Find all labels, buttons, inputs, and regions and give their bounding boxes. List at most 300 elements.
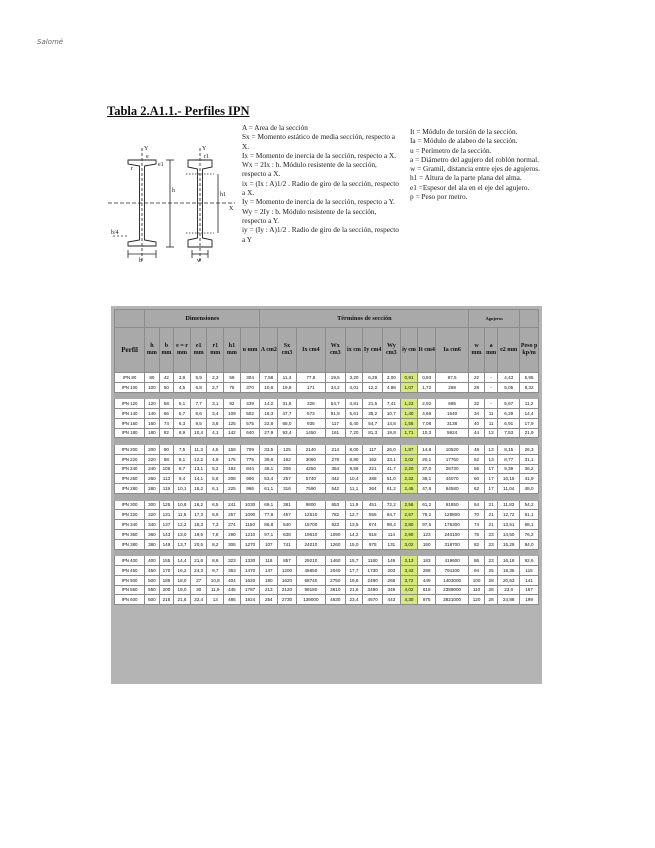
value-cell: 27,0 — [418, 464, 436, 474]
column-header: Iy cm4 — [363, 328, 383, 373]
value-cell: 10,8 — [207, 575, 224, 585]
value-cell: 60 — [469, 474, 485, 484]
value-cell: 42 — [159, 373, 174, 383]
value-cell: 110 — [469, 585, 485, 595]
value-cell: 13 — [484, 444, 498, 454]
value-cell: 782 — [325, 510, 345, 520]
separator-cell — [115, 549, 539, 556]
value-cell: 203 — [383, 565, 401, 575]
value-cell: 442 — [325, 474, 345, 484]
legend-item: e1 =Espesor del ala en el eje del agujero. — [410, 182, 530, 192]
value-cell: 23 — [484, 529, 498, 539]
value-cell: 1200 — [278, 565, 297, 575]
value-cell: 9,5 — [190, 418, 207, 428]
group-separator — [115, 438, 539, 445]
value-cell: 4,1 — [207, 428, 224, 438]
value-cell: 450 — [145, 565, 160, 575]
value-cell: 268 — [383, 575, 401, 585]
value-cell: 97,1 — [260, 529, 278, 539]
value-cell: 10,4 — [345, 474, 363, 484]
column-header: Peso p kp/m — [520, 328, 539, 373]
value-cell: 966 — [240, 484, 260, 494]
value-cell: 81,9 — [325, 408, 345, 418]
value-cell: 94 — [469, 565, 485, 575]
value-cell: 11,04 — [498, 484, 520, 494]
value-cell: 54,7 — [325, 399, 345, 409]
value-cell: 1160 — [363, 556, 383, 566]
value-cell: 9,7 — [207, 565, 224, 575]
profile-cell: IPN 240 — [115, 464, 145, 474]
value-cell: 69,1 — [260, 500, 278, 510]
value-cell: 61,2 — [418, 500, 436, 510]
value-cell: 41,7 — [383, 464, 401, 474]
value-cell: 290 — [224, 529, 241, 539]
value-cell: 16,18 — [498, 556, 520, 566]
value-cell: 3138 — [436, 418, 469, 428]
table-row — [115, 444, 539, 454]
value-cell: 78,2 — [418, 510, 436, 520]
value-cell: 175 — [224, 454, 241, 464]
value-cell: 11,9 — [345, 500, 363, 510]
column-header: Sx cm3 — [278, 328, 297, 373]
value-cell: 46,1 — [260, 464, 278, 474]
header-spacer — [520, 310, 539, 328]
value-cell: 34 — [469, 408, 485, 418]
value-cell: 906 — [240, 474, 260, 484]
table-row — [115, 418, 539, 428]
value-cell: 1924 — [240, 595, 260, 605]
value-cell: 4,5 — [207, 444, 224, 454]
value-cell: 80 — [145, 373, 160, 383]
legend-left — [242, 123, 400, 244]
value-cell: 573 — [296, 408, 325, 418]
column-header: u mm — [240, 328, 260, 373]
value-cell: 349 — [383, 585, 401, 595]
value-cell: 31,8 — [278, 399, 297, 409]
value-cell: 120 — [469, 595, 485, 605]
value-cell: 1,72 — [418, 382, 436, 392]
value-cell: 18,3 — [260, 408, 278, 418]
value-cell: 3,1 — [207, 399, 224, 409]
group-header-row — [115, 310, 539, 328]
value-cell: 1460 — [325, 556, 345, 566]
value-cell: 7,41 — [383, 399, 401, 409]
h1-label: h1 — [220, 192, 226, 198]
value-cell: 120 — [145, 399, 160, 409]
value-cell: 542 — [325, 484, 345, 494]
column-header: a mm — [484, 328, 498, 373]
value-cell: 2,7 — [207, 382, 224, 392]
value-cell: 2140 — [296, 444, 325, 454]
value-cell: 12,72 — [498, 510, 520, 520]
handwritten-name: Salomé — [37, 38, 64, 46]
value-cell: 48 — [469, 444, 485, 454]
b4-label: b/4 — [111, 230, 119, 236]
value-cell: 72,2 — [383, 500, 401, 510]
value-cell: 10,3 — [418, 428, 436, 438]
value-cell: 225 — [224, 484, 241, 494]
value-cell: 22,8 — [260, 418, 278, 428]
value-cell: 26,3 — [520, 444, 539, 454]
value-cell: 2389000 — [436, 585, 469, 595]
value-cell: 19,9 — [278, 382, 297, 392]
table-row — [115, 408, 539, 418]
value-cell: 17 — [484, 484, 498, 494]
value-cell: 117 — [363, 444, 383, 454]
value-cell: 1,07 — [400, 382, 418, 392]
value-cell: 84,0 — [520, 539, 539, 549]
value-cell: 161 — [325, 428, 345, 438]
value-cell: 364 — [363, 484, 383, 494]
value-cell: 741 — [278, 539, 297, 549]
value-cell: 66 — [159, 408, 174, 418]
value-cell: 1030 — [240, 500, 260, 510]
value-cell: 875 — [418, 595, 436, 605]
value-cell: 36,1 — [418, 474, 436, 484]
value-cell: 77,8 — [260, 510, 278, 520]
value-cell: 31,1 — [520, 454, 539, 464]
value-cell: 76 — [469, 529, 485, 539]
value-cell: 485 — [224, 595, 241, 605]
value-cell: 7,08 — [418, 418, 436, 428]
value-cell: 137 — [159, 520, 174, 530]
value-cell: 26,0 — [383, 444, 401, 454]
value-cell: 162 — [363, 454, 383, 464]
value-cell: 1260 — [325, 539, 345, 549]
column-header: Ia cm6 — [436, 328, 469, 373]
value-cell: 90 — [159, 444, 174, 454]
value-cell: 6,29 — [498, 408, 520, 418]
value-cell: 128800 — [436, 510, 469, 520]
page-title: Tabla 2.A1.1.- Perfiles IPN — [107, 104, 250, 118]
legend-item: Wy = 2Iy : b. Módulo resistente de la sección, respecto a Y. — [242, 206, 377, 225]
value-cell: 56 — [469, 464, 485, 474]
value-cell: 180 — [145, 428, 160, 438]
value-cell: 18,3 — [190, 520, 207, 530]
value-cell: 2,90 — [400, 529, 418, 539]
value-cell: 180 — [260, 575, 278, 585]
value-cell: 6,9 — [174, 428, 191, 438]
y-label-left: Y — [144, 146, 149, 152]
separator-cell — [115, 438, 539, 445]
value-cell: 288 — [363, 474, 383, 484]
value-cell: 76,2 — [520, 529, 539, 539]
value-cell: 844 — [240, 464, 260, 474]
value-cell: 159 — [224, 444, 241, 454]
value-cell: 3,13 — [400, 556, 418, 566]
value-cell: 185 — [159, 575, 174, 585]
value-cell: 17,7 — [345, 565, 363, 575]
value-cell: 4,81 — [345, 399, 363, 409]
value-cell: 6,5 — [207, 500, 224, 510]
value-cell: 2040 — [325, 565, 345, 575]
value-cell: 15,0 — [345, 539, 363, 549]
value-cell: 93,4 — [278, 428, 297, 438]
value-cell: 419600 — [436, 556, 469, 566]
value-cell: 1620 — [278, 575, 297, 585]
table-row — [115, 529, 539, 539]
value-cell: 857 — [278, 556, 297, 566]
value-cell: 1,87 — [400, 444, 418, 454]
table-row — [115, 500, 539, 510]
value-cell: 64 — [469, 500, 485, 510]
value-cell: 274 — [224, 520, 241, 530]
profile-cell: IPN 180 — [115, 428, 145, 438]
legend-item: A = Area de la sección — [242, 123, 308, 132]
value-cell: 123 — [418, 529, 436, 539]
profile-cell: IPN 380 — [115, 539, 145, 549]
value-cell: 11,83 — [498, 500, 520, 510]
value-cell: 1270 — [240, 539, 260, 549]
value-cell: 320 — [145, 510, 160, 520]
r1-label: r1 — [204, 154, 209, 160]
value-cell: 19,5 — [190, 529, 207, 539]
separator-cell — [115, 392, 539, 399]
value-cell: 33,5 — [260, 444, 278, 454]
value-cell: 119 — [159, 484, 174, 494]
value-cell: 9,59 — [345, 464, 363, 474]
value-cell: 54,7 — [363, 418, 383, 428]
table-row — [115, 454, 539, 464]
value-cell: 19,0 — [174, 585, 191, 595]
profile-cell: IPN 500 — [115, 575, 145, 585]
value-cell: 19,6 — [345, 575, 363, 585]
value-cell: 109 — [224, 408, 241, 418]
legend-item: a = Diámetro del agujero del roblón normal. — [410, 154, 539, 164]
value-cell: 214 — [325, 444, 345, 454]
value-cell: 640 — [240, 428, 260, 438]
value-cell: 8,6 — [207, 556, 224, 566]
profile-cell: IPN 600 — [115, 595, 145, 605]
value-cell: 7,7 — [190, 399, 207, 409]
value-cell: 58 — [159, 399, 174, 409]
value-cell: 13,0 — [174, 529, 191, 539]
value-cell: 14,8 — [418, 444, 436, 454]
value-cell: 106 — [159, 464, 174, 474]
profile-cell: IPN 280 — [115, 484, 145, 494]
value-cell: 17 — [484, 474, 498, 484]
value-cell: 19,8 — [383, 428, 401, 438]
column-header: ix cm — [345, 328, 363, 373]
value-cell: 86,8 — [260, 520, 278, 530]
value-cell: 23,4 — [345, 595, 363, 605]
value-cell: 1470 — [240, 565, 260, 575]
value-cell: 3,4 — [207, 408, 224, 418]
value-cell: 5,1 — [174, 399, 191, 409]
legend-item: Ix = Momento de inercia de la sección, respecto a X. — [242, 150, 397, 160]
value-cell: 10520 — [436, 444, 469, 454]
table-row — [115, 474, 539, 484]
value-cell: 87,5 — [436, 373, 469, 383]
group-header-agujeros: Agujeros — [469, 310, 520, 328]
value-cell: 2,02 — [400, 454, 418, 464]
value-cell: 15,2 — [190, 484, 207, 494]
legend-item: w = Gramil, distancia entre ejes de agujeros. — [410, 164, 540, 174]
value-cell: 9800 — [296, 500, 325, 510]
profile-cell: IPN 220 — [115, 454, 145, 464]
table-row — [115, 556, 539, 566]
value-cell: 61,2 — [383, 484, 401, 494]
value-cell: 15,7 — [345, 556, 363, 566]
legend-item: iy = (Iy : A)1/2 . Radio de giro de la sección, respecto a Y — [242, 225, 399, 244]
table-row — [115, 464, 539, 474]
table-row — [115, 575, 539, 585]
value-cell: 6,29 — [363, 373, 383, 383]
value-cell: 8,2 — [207, 539, 224, 549]
value-cell: 240 — [145, 464, 160, 474]
profile-cell: IPN 300 — [115, 500, 145, 510]
value-cell: 11,3 — [190, 444, 207, 454]
value-cell: 0,91 — [400, 373, 418, 383]
value-cell: 9,4 — [174, 474, 191, 484]
profile-cell: IPN 360 — [115, 529, 145, 539]
value-cell: 4,5 — [174, 382, 191, 392]
profile-cell: IPN 450 — [115, 565, 145, 575]
value-cell: 323 — [224, 556, 241, 566]
value-cell: 206 — [278, 464, 297, 474]
value-cell: 23 — [484, 556, 498, 566]
value-cell: 540 — [278, 520, 297, 530]
profile-cell: IPN 260 — [115, 474, 145, 484]
value-cell: 50 — [159, 382, 174, 392]
value-cell: 167 — [520, 585, 539, 595]
value-cell: 10,15 — [498, 474, 520, 484]
ipn-profiles-table-frame — [111, 306, 542, 684]
value-cell: 17760 — [436, 454, 469, 464]
value-cell: 923 — [325, 520, 345, 530]
value-cell: 75 — [224, 382, 241, 392]
value-cell: 68,0 — [278, 418, 297, 428]
value-cell: 35,2 — [363, 408, 383, 418]
value-cell: 10,1 — [174, 484, 191, 494]
column-header: A cm2 — [260, 328, 278, 373]
value-cell: 23,0 — [498, 585, 520, 595]
value-cell: 975 — [363, 539, 383, 549]
column-header: h mm — [145, 328, 160, 373]
value-cell: 12,2 — [174, 520, 191, 530]
value-cell: 24,88 — [498, 595, 520, 605]
value-cell: 0,93 — [418, 373, 436, 383]
value-cell: 2,45 — [400, 484, 418, 494]
value-cell: 300 — [145, 500, 160, 510]
value-cell: 8,15 — [498, 444, 520, 454]
value-cell: 5,2 — [207, 464, 224, 474]
value-cell: 685 — [436, 399, 469, 409]
value-cell: 51,0 — [383, 474, 401, 484]
value-cell: 2,56 — [400, 500, 418, 510]
value-cell: 33,1 — [383, 454, 401, 464]
value-cell: 21,6 — [345, 585, 363, 595]
value-cell: 142 — [224, 428, 241, 438]
value-cell: 2,92 — [418, 399, 436, 409]
profile-cell: IPN 340 — [115, 520, 145, 530]
value-cell: 1,23 — [400, 399, 418, 409]
value-cell: 2,67 — [400, 510, 418, 520]
value-cell: 5,7 — [174, 408, 191, 418]
value-cell: 47,7 — [278, 408, 297, 418]
value-cell: 28 — [469, 382, 485, 392]
value-cell: 113 — [159, 474, 174, 484]
value-cell: 11 — [484, 418, 498, 428]
value-cell: 3,20 — [345, 373, 363, 383]
value-cell: 775 — [240, 454, 260, 464]
value-cell: 2,20 — [400, 464, 418, 474]
value-cell: 5,67 — [498, 399, 520, 409]
value-cell: 449 — [418, 575, 436, 585]
value-cell: 208 — [224, 474, 241, 484]
value-cell: 64580 — [436, 484, 469, 494]
value-cell: 92 — [224, 399, 241, 409]
value-cell: 11,9 — [207, 585, 224, 595]
value-cell: 1090 — [240, 510, 260, 520]
value-cell: 5,6 — [207, 474, 224, 484]
value-cell: 27 — [190, 575, 207, 585]
value-cell: 82 — [469, 539, 485, 549]
group-separator — [115, 493, 539, 500]
table-row — [115, 510, 539, 520]
value-cell: 13 — [484, 428, 498, 438]
group-header-terminos: Términos de sección — [260, 310, 469, 328]
value-cell: 500 — [145, 575, 160, 585]
table-row — [115, 520, 539, 530]
value-cell: 4670 — [363, 595, 383, 605]
value-cell: 4,9 — [207, 454, 224, 464]
value-cell: 149 — [383, 556, 401, 566]
value-cell: 40 — [469, 418, 485, 428]
b-label: b — [139, 258, 142, 264]
value-cell: 114 — [383, 529, 401, 539]
value-cell: 600 — [145, 595, 160, 605]
table-row — [115, 484, 539, 494]
value-cell: 935 — [296, 418, 325, 428]
value-cell: 340 — [145, 520, 160, 530]
value-cell: 183 — [418, 556, 436, 566]
value-cell: 6,9 — [207, 510, 224, 520]
profile-cell: IPN 400 — [115, 556, 145, 566]
value-cell: 53,4 — [260, 474, 278, 484]
value-cell: 70 — [469, 510, 485, 520]
value-cell: 98,4 — [383, 520, 401, 530]
value-cell: 14,4 — [520, 408, 539, 418]
value-cell: 12,2 — [190, 454, 207, 464]
value-cell: 11,1 — [345, 484, 363, 494]
ipn-section-diagram — [108, 140, 238, 270]
value-cell: 278 — [325, 454, 345, 464]
value-cell: 125 — [159, 500, 174, 510]
value-cell: 14,2 — [260, 399, 278, 409]
value-cell: 445 — [224, 585, 241, 595]
value-cell: 11,5 — [174, 510, 191, 520]
value-cell: 7590 — [296, 484, 325, 494]
value-cell: 13,1 — [190, 464, 207, 474]
value-cell: 171 — [296, 382, 325, 392]
column-header: r1 mm — [207, 328, 224, 373]
profile-cell: IPN 160 — [115, 418, 145, 428]
separator-cell — [115, 493, 539, 500]
value-cell: 20,1 — [418, 454, 436, 464]
value-cell: 23 — [484, 539, 498, 549]
value-cell: 147 — [260, 565, 278, 575]
value-cell: 11 — [484, 408, 498, 418]
value-cell: 4,30 — [400, 595, 418, 605]
value-cell: 125 — [224, 418, 241, 428]
value-cell: 17,3 — [190, 510, 207, 520]
value-cell: 19610 — [296, 529, 325, 539]
value-cell: 3,9 — [174, 373, 191, 383]
value-cell: 27,9 — [260, 428, 278, 438]
value-cell: 8,7 — [174, 464, 191, 474]
value-cell: 15700 — [296, 520, 325, 530]
